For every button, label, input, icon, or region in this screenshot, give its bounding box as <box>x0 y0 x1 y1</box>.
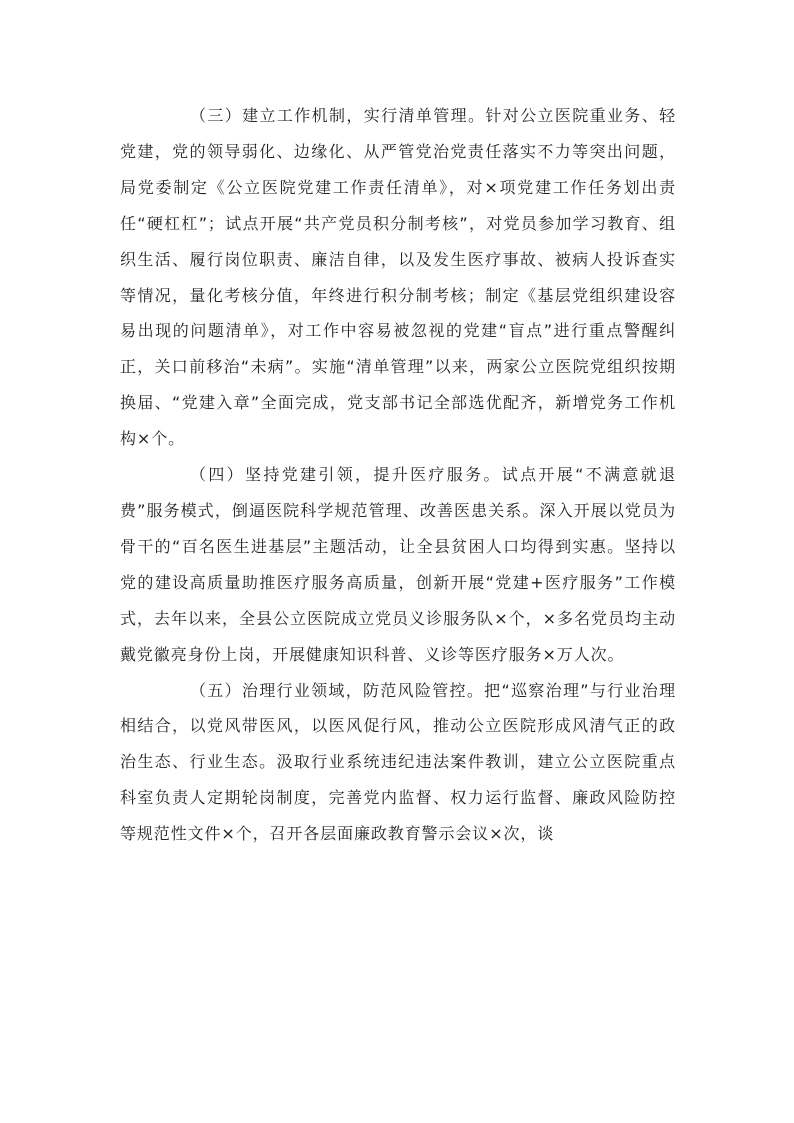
paragraph-section-4: （四）坚持党建引领，提升医疗服务。试点开展“不满意就退费”服务模式，倒逼医院科学规范管理、改善医患关系。深入开展以党员为骨干的“百名医生进基层”主题活动，让全县贫困人口均得到实惠。坚持以党的建设高质量助推医疗服务高质量，创新开展“党建+医疗服务”工作模式，去年以来，全县公立医院成立党员义诊服务队×个，×多名党员均主动戴党徽亮身份上岗，开展健康知识科普、义诊等医疗服务×万人次。 <box>120 465 676 664</box>
document-page <box>120 98 676 852</box>
paragraph-section-3: （三）建立工作机制，实行清单管理。针对公立医院重业务、轻党建，党的领导弱化、边缘化、从严管党治党责任落实不力等突出问题，局党委制定《公立医院党建工作责任清单》，对×项党建工作任务划出责任“硬杠杠”；试点开展“共产党员积分制考核”，对党员参加学习教育、组织生活、履行岗位职责、廉洁自律，以及发生医疗事故、被病人投诉查实等情况，量化考核分值，年终进行积分制考核；制定《基层党组织建设容易出现的问题清单》，对工作中容易被忽视的党建“盲点”进行重点警醒纠正，关口前移治“未病”。实施“清单管理”以来，两家公立医院党组织按期换届、“党建入章”全面完成，党支部书记全部选优配齐，新增党务工作机构×个。 <box>120 106 676 449</box>
paragraph-section-5: （五）治理行业领域，防范风险管控。把“巡察治理”与行业治理相结合，以党风带医风，以医风促行风，推动公立医院形成风清气正的政治生态、行业生态。汲取行业系统违纪违法案件教训，建立公立医院重点科室负责人定期轮岗制度，完善党内监督、权力运行监督、廉政风险防控等规范性文件×个，召开各层面廉政教育警示会议×次，谈 <box>120 680 676 844</box>
